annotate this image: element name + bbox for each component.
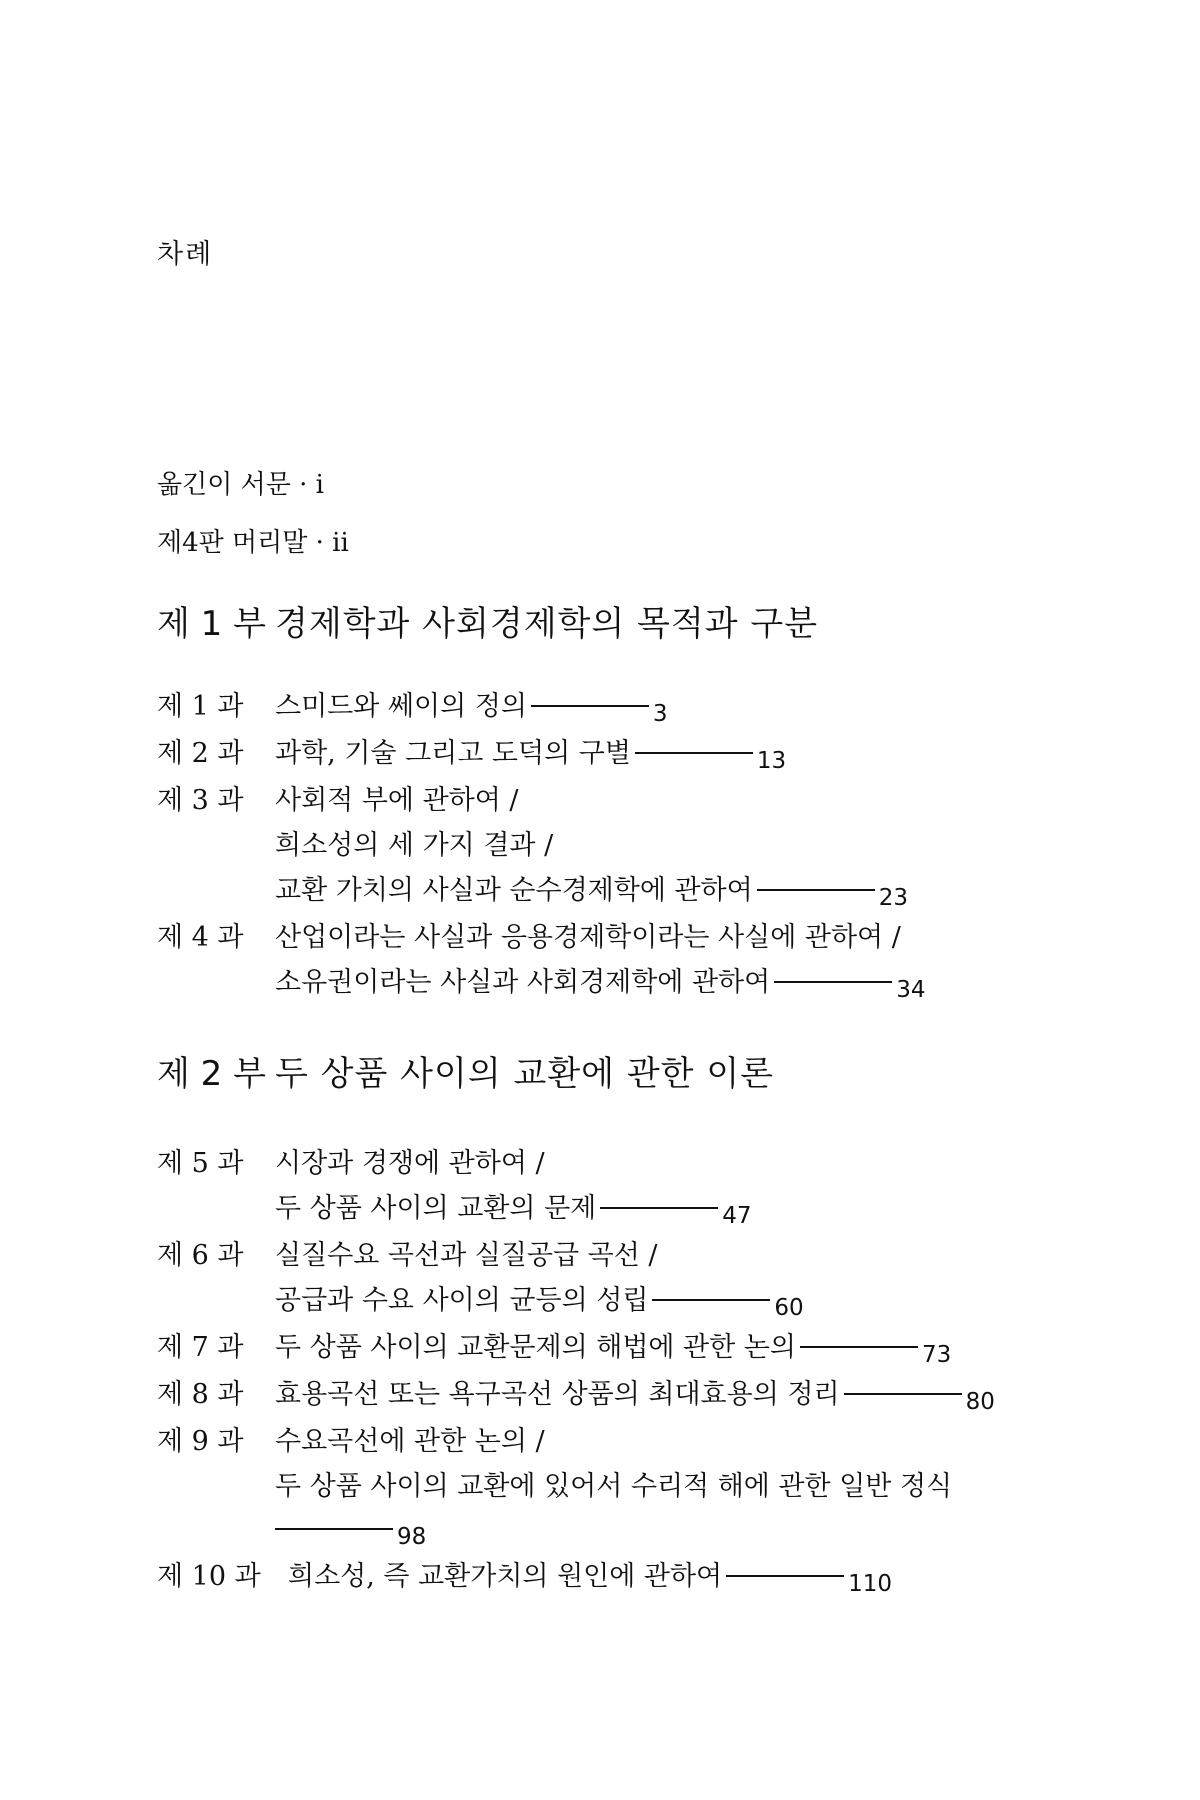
lesson-title: 교환 가치의 사실과 순수경제학에 관하여 (275, 875, 753, 906)
lesson-entry (157, 1141, 995, 1233)
lesson-label: 제 9 과 (157, 1426, 244, 1457)
page-number: 47 (722, 1203, 752, 1229)
page-number: 73 (921, 1342, 952, 1368)
lesson-label: 제 1 과 (157, 691, 244, 722)
lesson-title: 산업이라는 사실과 응용경제학이라는 사실에 관하여 / (275, 922, 901, 953)
lesson-entry (157, 731, 926, 778)
page-number: 3 (652, 701, 668, 727)
page-number: 23 (878, 885, 909, 911)
lesson-entry (157, 1372, 995, 1419)
part-label: 제 1 부 (157, 604, 266, 644)
page-number: 60 (774, 1295, 804, 1321)
leader-line (800, 1346, 918, 1348)
lesson-entry (157, 684, 926, 731)
lesson-title: 사회적 부에 관하여 / (275, 785, 519, 816)
lesson-entry (157, 778, 926, 915)
lesson-label: 제 6 과 (157, 1240, 244, 1271)
page-number: 98 (397, 1524, 427, 1550)
leader-line (726, 1575, 844, 1577)
leader-line (635, 752, 753, 754)
lesson-title: 두 상품 사이의 교환의 문제 (275, 1193, 597, 1224)
lesson-label: 제 4 과 (157, 922, 244, 953)
page-number: 110 (848, 1571, 893, 1597)
lesson-entry (157, 1233, 995, 1325)
part-title: 경제학과 사회경제학의 목적과 구분 (275, 604, 819, 644)
part-heading (157, 1046, 774, 1095)
front-matter-list (157, 456, 349, 572)
lesson-title: 스미드와 쎄이의 정의 (275, 691, 527, 722)
lesson-list (157, 684, 926, 1007)
lesson-title: 두 상품 사이의 교환문제의 해법에 관한 논의 (275, 1332, 796, 1363)
leader-line (757, 889, 875, 891)
part-title: 두 상품 사이의 교환에 관한 이론 (275, 1054, 775, 1094)
lesson-list (157, 1141, 995, 1601)
front-matter-item: 옮긴이 서문 · i (157, 470, 324, 500)
lesson-entry (157, 1554, 995, 1601)
lesson-title: 수요곡선에 관한 논의 / (275, 1426, 545, 1457)
leader-line (275, 1528, 393, 1530)
lesson-label: 제 2 과 (157, 738, 244, 769)
lesson-label: 제 3 과 (157, 785, 244, 816)
lesson-entry (157, 1419, 995, 1554)
leader-line (600, 1207, 718, 1209)
page-number: 34 (896, 977, 926, 1003)
leader-line (774, 981, 892, 983)
lesson-entry (157, 1325, 995, 1372)
lesson-title: 과학, 기술 그리고 도덕의 구별 (275, 738, 631, 769)
lesson-title: 희소성, 즉 교환가치의 원인에 관하여 (288, 1561, 723, 1592)
leader-line (844, 1393, 962, 1395)
lesson-label: 제 8 과 (157, 1379, 244, 1410)
lesson-title: 시장과 경쟁에 관하여 / (275, 1148, 545, 1179)
lesson-title: 희소성의 세 가지 결과 / (275, 830, 554, 861)
lesson-title: 소유권이라는 사실과 사회경제학에 관하여 (275, 967, 771, 998)
lesson-label: 제 5 과 (157, 1148, 244, 1179)
page-number: 13 (756, 748, 787, 774)
part-heading (157, 596, 818, 645)
lesson-label: 제 7 과 (157, 1332, 244, 1363)
lesson-entry (157, 915, 926, 1007)
part-label: 제 2 부 (157, 1054, 266, 1094)
front-matter-item: 제4판 머리말 · ii (157, 528, 349, 558)
lesson-title: 효용곡선 또는 욕구곡선 상품의 최대효용의 정리 (275, 1379, 840, 1410)
leader-line (652, 1299, 770, 1301)
lesson-label: 제 10 과 (157, 1561, 261, 1592)
lesson-title: 실질수요 곡선과 실질공급 곡선 / (275, 1240, 658, 1271)
lesson-title: 두 상품 사이의 교환에 있어서 수리적 해에 관한 일반 정식 (275, 1471, 953, 1502)
leader-line (531, 705, 649, 707)
page-number: 80 (965, 1389, 995, 1415)
page-title: 차례 (157, 239, 214, 270)
lesson-title: 공급과 수요 사이의 균등의 성립 (275, 1285, 649, 1316)
